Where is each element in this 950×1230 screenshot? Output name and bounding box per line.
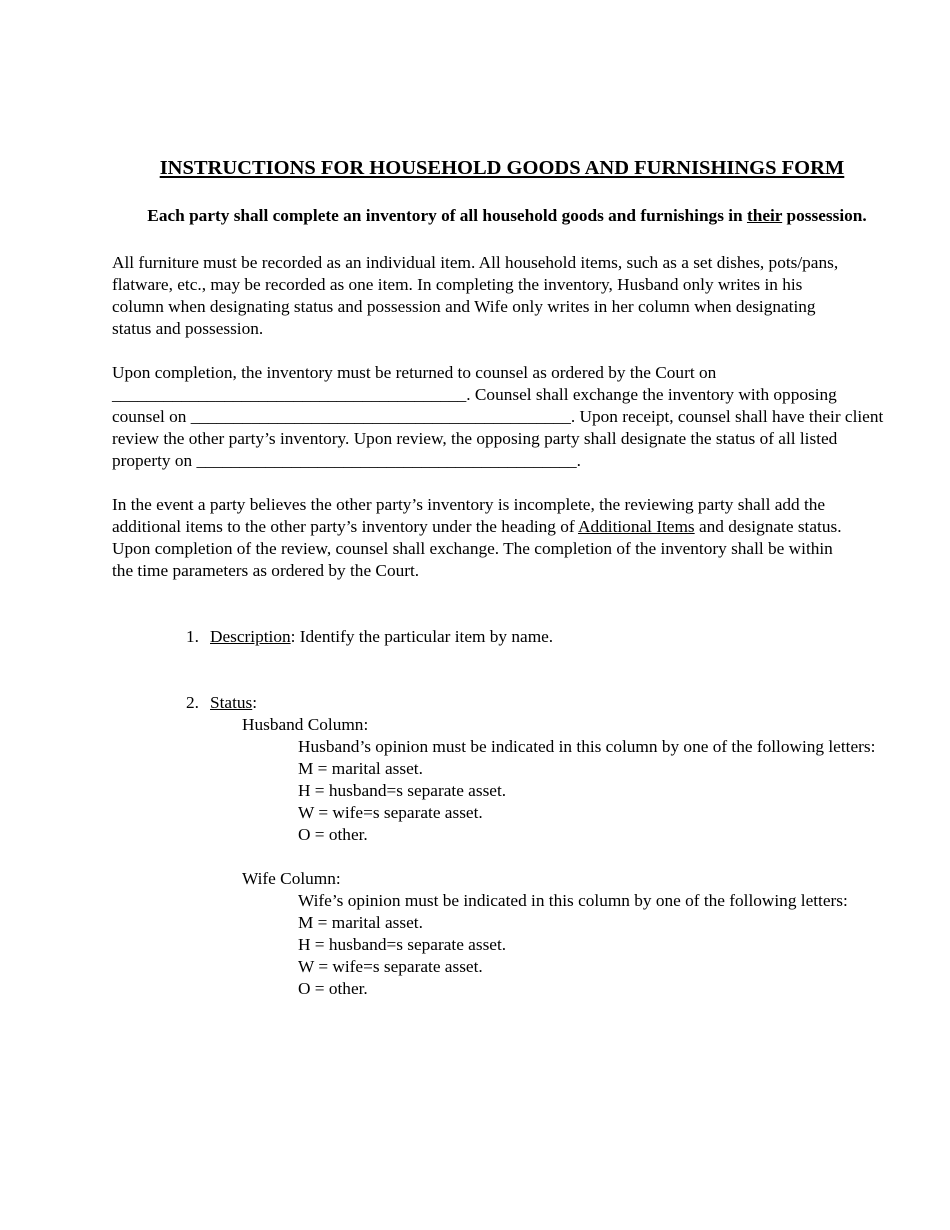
subtitle-emphasis: their <box>746 206 783 225</box>
subtitle <box>0 205 950 227</box>
paragraph-line: Upon completion of the review, counsel shall exchange. The completion of the inventory shall be within <box>112 539 833 558</box>
paragraph-text: additional items to the other party’s inventory under the heading of <box>112 517 579 536</box>
husband-column-line: W = wife=s separate asset. <box>298 803 483 822</box>
paragraph-line: status and possession. <box>112 319 264 338</box>
list-item-number: 1. <box>186 627 199 646</box>
wife-column-heading: Wife Column: <box>242 869 341 888</box>
wife-column-line: M = marital asset. <box>298 913 423 932</box>
paragraph-line: All furniture must be recorded as an individual item. All household items, such as a set dishes, pots/pans, <box>112 253 839 272</box>
paragraph-text: and designate status. <box>694 517 842 536</box>
additional-items-heading-ref: Additional Items <box>578 517 695 536</box>
wife-column-line: W = wife=s separate asset. <box>298 957 483 976</box>
subtitle-text-before: Each party shall complete an inventory of all household goods and furnishings in <box>147 206 747 225</box>
paragraph-line: In the event a party believes the other party’s inventory is incomplete, the reviewing party shall add the <box>112 495 826 514</box>
paragraph-line: property on ____________________________________________. <box>112 451 581 470</box>
subtitle-text-after: possession. <box>782 206 867 225</box>
paragraph-incomplete-inventory <box>112 494 842 582</box>
paragraph-line: column when designating status and possession and Wife only writes in her column when designating <box>112 297 816 316</box>
wife-column-line: H = husband=s separate asset. <box>298 935 507 954</box>
paragraph-line: flatware, etc., may be recorded as one item. In completing the inventory, Husband only writes in his <box>112 275 803 294</box>
page-title: INSTRUCTIONS FOR HOUSEHOLD GOODS AND FURNISHINGS FORM <box>159 157 845 179</box>
paragraph-furniture <box>112 252 838 340</box>
husband-column-line: H = husband=s separate asset. <box>298 781 507 800</box>
paragraph-line: counsel on ____________________________________________. Upon receipt, counsel shall have their client <box>112 407 884 426</box>
item-text: : <box>252 693 258 712</box>
husband-column-line: M = marital asset. <box>298 759 423 778</box>
paragraph-line <box>112 516 842 538</box>
list-item-number: 2. <box>186 693 199 712</box>
list-item-status <box>210 692 257 714</box>
husband-column-line: Husband’s opinion must be indicated in this column by one of the following letters: <box>298 737 876 756</box>
item-label: Status <box>210 693 253 712</box>
paragraph-line: _________________________________________. Counsel shall exchange the inventory with opposing <box>112 385 837 404</box>
paragraph-line: the time parameters as ordered by the Court. <box>112 561 420 580</box>
wife-column-line: Wife’s opinion must be indicated in this column by one of the following letters: <box>298 891 848 910</box>
paragraph-line: review the other party’s inventory. Upon review, the opposing party shall designate the status of all listed <box>112 429 838 448</box>
wife-column-line: O = other. <box>298 979 368 998</box>
husband-column-heading: Husband Column: <box>242 715 369 734</box>
paragraph-line: Upon completion, the inventory must be returned to counsel as ordered by the Court on <box>112 363 717 382</box>
item-label: Description <box>210 627 291 646</box>
husband-column-line: O = other. <box>298 825 368 844</box>
paragraph-completion <box>112 362 883 472</box>
list-item-description <box>210 626 553 648</box>
item-text: : Identify the particular item by name. <box>290 627 554 646</box>
